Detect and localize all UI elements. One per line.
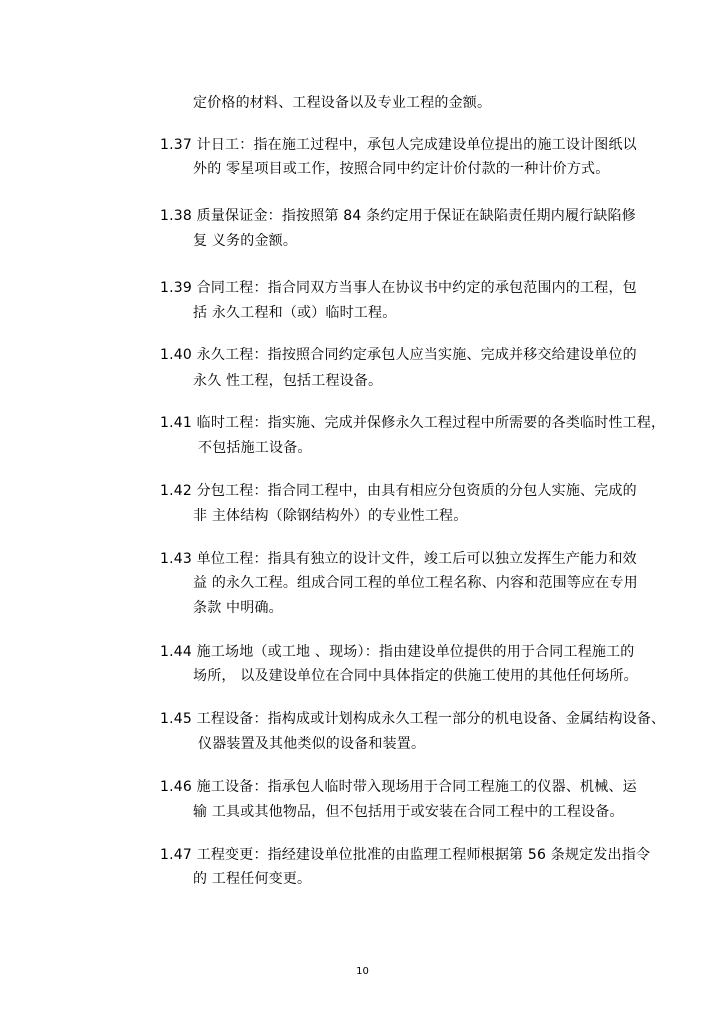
entry-1-41-line-1 [160, 414, 665, 432]
entry-number: 1.43 [160, 551, 192, 567]
entry-number: 1.37 [160, 137, 192, 153]
entry-1-46-line-1 [160, 778, 637, 796]
entry-number: 1.46 [160, 779, 192, 795]
entry-1-38-line-1 [160, 207, 636, 225]
intro-continuation-text: 定价格的材料、工程设备以及专业工程的金额。 [193, 95, 492, 111]
entry-1-45-line-1 [160, 710, 665, 728]
entry-1-42-line-1 [160, 482, 637, 500]
entry-text: 单位工程：指具有独立的设计文件，竣工后可以独立发挥生产能力和效 [196, 551, 637, 567]
entry-text: 质量保证金：指按照第 84 条约定用于保证在缺陷责任期内履行缺陷修 [196, 208, 636, 224]
entry-number: 1.40 [160, 347, 192, 363]
entry-text: 永久工程：指按照合同约定承包人应当实施、完成并移交给建设单位的 [196, 347, 637, 363]
entry-1-37-line-2: 外的 零星项目或工作，按照合同中约定计价付款的一种计价方式。 [193, 161, 610, 177]
entry-number: 1.38 [160, 208, 192, 224]
entry-text: 合同工程：指合同双方当事人在协议书中约定的承包范围内的工程，包 [196, 280, 637, 296]
entry-text: 临时工程：指实施、完成并保修永久工程过程中所需要的各类临时性工程， [196, 415, 666, 431]
entry-1-39-line-2: 括 永久工程和（或）临时工程。 [193, 305, 397, 321]
entry-number: 1.45 [160, 711, 192, 727]
entry-1-46-line-2: 输 工具或其他物品，但不包括用于或安装在合同工程中的工程设备。 [193, 804, 624, 820]
entry-text: 计日工：指在施工过程中，承包人完成建设单位提出的施工设计图纸以 [196, 137, 637, 153]
entry-1-43-line-3: 条款 中明确。 [193, 600, 283, 616]
entry-1-39-line-1 [160, 279, 637, 297]
entry-1-41-line-2: 不包括施工设备。 [198, 440, 312, 456]
entry-text: 施工设备：指承包人临时带入现场用于合同工程施工的仪器、机械、运 [196, 779, 637, 795]
entry-number: 1.44 [160, 644, 192, 660]
entry-text: 工程设备：指构成或计划构成永久工程一部分的机电设备、金属结构设备、 [196, 711, 666, 727]
entry-1-47-line-2: 的 工程任何变更。 [193, 871, 312, 887]
entry-number: 1.41 [160, 415, 192, 431]
entry-1-44-line-1 [160, 643, 635, 661]
entry-1-43-line-2: 益 的永久工程。组成合同工程的单位工程名称、内容和范围等应在专用 [193, 575, 638, 591]
entry-1-38-line-2: 复 义务的金额。 [193, 233, 298, 249]
entry-1-37-line-1 [160, 136, 637, 154]
entry-1-40-line-2: 永久 性工程，包括工程设备。 [193, 373, 383, 389]
entry-1-43-line-1 [160, 550, 637, 568]
entry-number: 1.47 [160, 847, 192, 863]
entry-1-47-line-1 [160, 846, 650, 864]
entry-1-40-line-1 [160, 346, 637, 364]
entry-1-42-line-2: 非 主体结构（除钢结构外）的专业性工程。 [193, 508, 468, 524]
entry-number: 1.39 [160, 280, 192, 296]
entry-1-45-line-2: 仪器装置及其他类似的设备和装置。 [198, 736, 426, 752]
entry-number: 1.42 [160, 483, 192, 499]
page-number: 10 [356, 966, 369, 977]
entry-text: 施工场地（或工地 、现场）：指由建设单位提供的用于合同工程施工的 [196, 644, 635, 660]
entry-text: 分包工程：指合同工程中，由具有相应分包资质的分包人实施、完成的 [196, 483, 637, 499]
entry-text: 工程变更：指经建设单位批准的由监理工程师根据第 56 条规定发出指令 [196, 847, 651, 863]
entry-1-44-line-2: 场所， 以及建设单位在合同中具体指定的供施工使用的其他任何场所。 [193, 668, 638, 684]
